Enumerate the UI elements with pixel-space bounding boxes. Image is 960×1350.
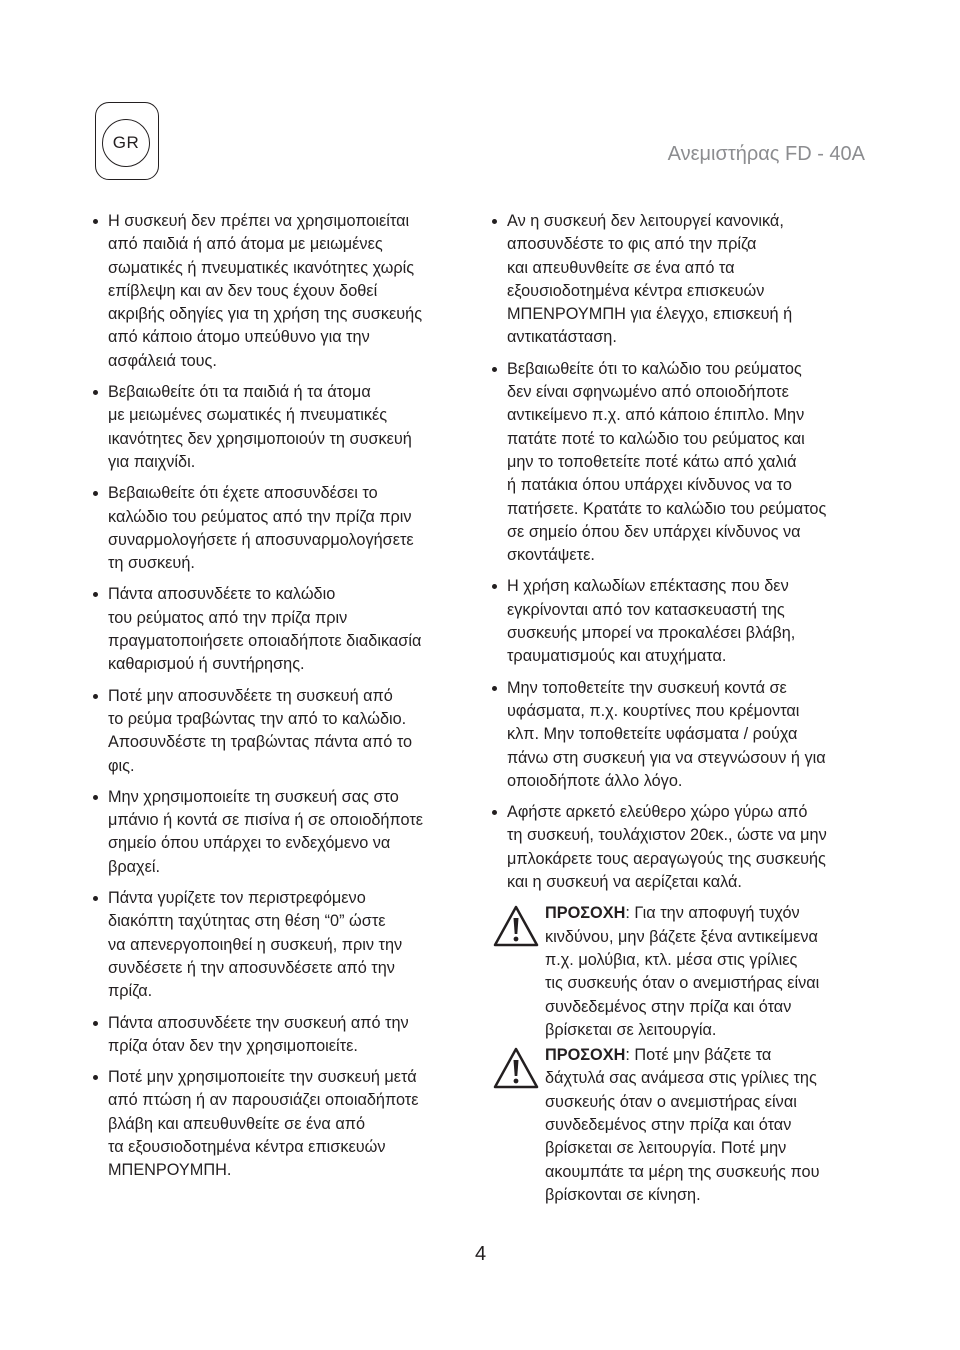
text-line: πραγματοποιήσετε οποιαδήποτε διαδικασία: [108, 632, 422, 651]
text-line: σημείο όπου υπάρχει το ενδεχόμενο να: [108, 834, 391, 853]
text-line: τραυματισμούς και ατυχήματα.: [507, 647, 727, 666]
caution-note: [485, 1044, 870, 1207]
text-line: ΜΠΕΝΡΟΥΜΠΗ.: [108, 1161, 232, 1180]
text-line: συνδεδεμένος στην πρίζα και όταν: [545, 997, 792, 1016]
text-line: Βεβαιωθείτε ότι το καλώδιο του ρεύματος: [507, 359, 802, 378]
language-code: GR: [102, 119, 150, 167]
bullet-item: [86, 887, 471, 1003]
text-line: καλώδιο του ρεύματος από την πρίζα πριν: [108, 507, 412, 526]
caution-note: [485, 902, 870, 1042]
text-line: κινδύνου, μην βάζετε ξένα αντικείμενα: [545, 927, 818, 946]
text-line: ακριβής οδηγίες για τη χρήση της συσκευής: [108, 305, 423, 324]
bullet-item: [485, 801, 870, 894]
text-line: ΠΡΟΣΟΧΗ: Για την αποφυγή τυχόν: [545, 904, 800, 923]
text-line: πατάτε ποτέ το καλώδιο του ρεύματος και: [507, 429, 805, 448]
warning-triangle-icon: [493, 905, 539, 947]
text-line: εξουσιοδοτημένα κέντρα επισκευών: [507, 281, 765, 300]
text-line: φις.: [108, 756, 135, 775]
text-line: Ποτέ μην αποσυνδέετε τη συσκευή από: [108, 686, 393, 705]
text-line: πρίζα.: [108, 982, 153, 1001]
text-line: Πάντα αποσυνδέετε το καλώδιο: [108, 585, 336, 604]
text-line: αντικατάσταση.: [507, 328, 617, 347]
bullet-item: [485, 575, 870, 668]
bullet-item: [86, 786, 471, 879]
text-line: κλπ. Μην τοποθετείτε υφάσματα / ρούχα: [507, 725, 798, 744]
text-line: και απευθυνθείτε σε ένα από τα: [507, 258, 735, 277]
bullet-item: [485, 677, 870, 793]
text-line: ακουμπάτε τα μέρη της συσκευής που: [545, 1162, 820, 1181]
text-line: Αφήστε αρκετό ελεύθερο χώρο γύρω από: [507, 803, 808, 822]
text-line: βρίσκεται σε λειτουργία. Ποτέ μην: [545, 1139, 787, 1158]
text-line: για παιχνίδι.: [108, 452, 196, 471]
text-line: Αποσυνδέστε τη τραβώντας πάντα από το: [108, 733, 413, 752]
bullet-item: [86, 685, 471, 778]
right-column: [485, 210, 870, 1207]
text-line: συναρμολογήσετε ή αποσυναρμολογήσετε: [108, 530, 414, 549]
text-line: π.χ. μολύβια, κτλ. μέσα στις γρίλιες: [545, 950, 798, 969]
safety-list-left: [86, 210, 471, 1183]
text-line: αποσυνδέστε το φις από την πρίζα: [507, 235, 757, 254]
text-line: ασφάλειά τους.: [108, 351, 217, 370]
text-line: συνδέσετε ή την αποσυνδέσετε από την: [108, 958, 395, 977]
text-line: καθαρισμού ή συντήρησης.: [108, 655, 305, 674]
text-line: σωματικές ή πνευματικές ικανότητες χωρίς: [108, 258, 415, 277]
caution-label: ΠΡΟΣΟΧΗ: [545, 904, 626, 923]
bullet-item: [86, 1066, 471, 1182]
text-line: να απενεργοποιηθεί η συσκευή, πριν την: [108, 935, 403, 954]
language-badge: [95, 102, 159, 180]
bullet-item: [86, 381, 471, 474]
text-line: Μην χρησιμοποιείτε τη συσκευή σας στο: [108, 787, 399, 806]
text-line: πατήσετε. Κρατάτε το καλώδιο του ρεύματος: [507, 499, 827, 518]
text-line: βλάβη και απευθυνθείτε σε ένα από: [108, 1114, 366, 1133]
text-line: σε σημείο όπου δεν υπάρχει κίνδυνος να: [507, 522, 801, 541]
bullet-item: [86, 583, 471, 676]
bullet-item: [86, 482, 471, 575]
text-line: Βεβαιωθείτε ότι τα παιδιά ή τα άτομα: [108, 383, 371, 402]
page-title: Ανεμιστήρας FD - 40A: [667, 143, 865, 165]
text-line: Η χρήση καλωδίων επέκτασης που δεν: [507, 577, 789, 596]
text-line: τη συσκευή.: [108, 554, 195, 573]
text-line: πρίζα όταν δεν την χρησιμοποιείτε.: [108, 1036, 358, 1055]
page-number: 4: [475, 1243, 487, 1265]
text-line: τις συσκευής όταν ο ανεμιστήρας είναι: [545, 974, 820, 993]
text-line: τη συσκευή, τουλάχιστον 20εκ., ώστε να μην: [507, 826, 827, 845]
text-line: και η συσκευή να αερίζεται καλά.: [507, 873, 742, 892]
text-line: συνδεδεμένος στην πρίζα και όταν: [545, 1115, 792, 1134]
text-line: αντικείμενο π.χ. από κάποιο έπιπλο. Μην: [507, 406, 805, 425]
text-line: ικανότητες δεν χρησιμοποιούν τη συσκευή: [108, 429, 412, 448]
text-line: συσκευής μπορεί να προκαλέσει βλάβη,: [507, 624, 796, 643]
text-line: βρίσκεται σε λειτουργία.: [545, 1020, 717, 1039]
text-line: συσκευής όταν ο ανεμιστήρας είναι: [545, 1092, 797, 1111]
text-line: Μην τοποθετείτε την συσκευή κοντά σε: [507, 678, 787, 697]
text-line: μην το τοποθετείτε ποτέ κάτω από χαλιά: [507, 452, 797, 471]
text-line: βρίσκονται σε κίνηση.: [545, 1185, 701, 1204]
text-line: τα εξουσιοδοτημένα κέντρα επισκευών: [108, 1137, 386, 1156]
text-line: εγκρίνονται από τον κατασκευαστή της: [507, 600, 785, 619]
bullet-item: [485, 358, 870, 568]
safety-list-right: [485, 210, 870, 894]
text-line: του ρεύματος από την πρίζα πριν: [108, 608, 348, 627]
text-line: Αν η συσκευή δεν λειτουργεί κανονικά,: [507, 212, 784, 230]
bullet-item: [86, 1012, 471, 1059]
text-line: μπάνιο ή κοντά σε πισίνα ή σε οποιοδήποτε: [108, 811, 424, 830]
text-line: δάχτυλά σας ανάμεσα στις γρίλιες της: [545, 1069, 817, 1088]
text-line: από πτώση ή αν παρουσιάζει οποιαδήποτε: [108, 1091, 419, 1110]
text-line: ή πατάκια όπου υπάρχει κίνδυνος να το: [507, 476, 792, 495]
text-line: ΜΠΕΝΡΟΥΜΠΗ για έλεγχο, επισκευή ή: [507, 305, 793, 324]
text-line: μπλοκάρετε τους αεραγωγούς της συσκευής: [507, 849, 826, 868]
warning-triangle-icon: [493, 1047, 539, 1089]
text-line: Η συσκευή δεν πρέπει να χρησιμοποιείται: [108, 212, 410, 230]
text-line: δεν είναι σφηνωμένο από οποιοδήποτε: [507, 383, 789, 402]
text-line: σκοντάψετε.: [507, 546, 595, 565]
text-line: ΠΡΟΣΟΧΗ: Ποτέ μην βάζετε τα: [545, 1046, 772, 1065]
left-column: [86, 210, 471, 1191]
text-line: πάνω στη συσκευή για να στεγνώσουν ή για: [507, 748, 826, 767]
text-line: το ρεύμα τραβώντας την από το καλώδιο.: [108, 709, 407, 728]
text-line: οποιοδήποτε άλλο λόγο.: [507, 771, 683, 790]
text-line: υφάσματα, π.χ. κουρτίνες που κρέμονται: [507, 701, 800, 720]
caution-label: ΠΡΟΣΟΧΗ: [545, 1046, 626, 1065]
text-line: από παιδιά ή από άτομα με μειωμένες: [108, 235, 383, 254]
text-line: Πάντα γυρίζετε τον περιστρεφόμενο: [108, 889, 366, 908]
text-line: επίβλεψη και αν δεν τους έχουν δοθεί: [108, 281, 378, 300]
text-line: Βεβαιωθείτε ότι έχετε αποσυνδέσει το: [108, 484, 378, 503]
bullet-item: [86, 210, 471, 373]
bullet-item: [485, 210, 870, 350]
text-line: βραχεί.: [108, 857, 160, 876]
text-line: από κάποιο άτομο υπεύθυνο για την: [108, 328, 370, 347]
text-line: διακόπτη ταχύτητας στη θέση “0” ώστε: [108, 912, 386, 931]
warnings-block: [485, 902, 870, 1207]
text-line: Ποτέ μην χρησιμοποιείτε την συσκευή μετά: [108, 1068, 417, 1087]
text-line: Πάντα αποσυνδέετε την συσκευή από την: [108, 1013, 409, 1032]
text-line: με μειωμένες σωματικές ή πνευματικές: [108, 406, 388, 425]
